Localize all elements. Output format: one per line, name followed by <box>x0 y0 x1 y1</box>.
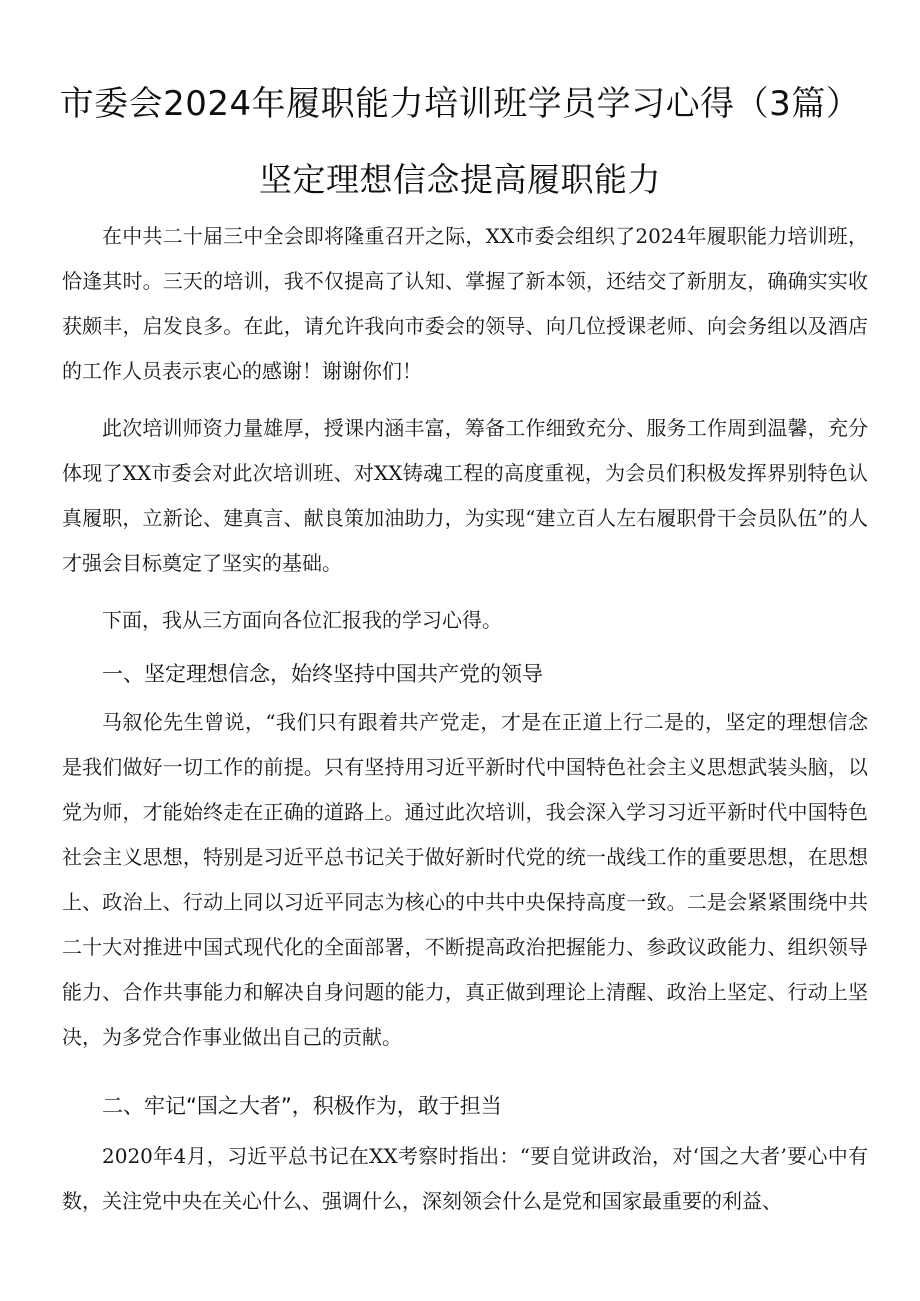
paragraph-section-1: 马叙伦先生曾说，“我们只有跟着共产党走，才是在正道上行二是的，坚定的理想信念是我们做好一切工作的前提。只有坚持用习近平新时代中国特色社会主义思想武装头脑，以党为师，才能始终走在正确的道路上。通过此次培训，我会深入学习习近平新时代中国特色社会主义思想，特别是习近平总书记关于做好新时代党的统一战线工作的重要思想，在思想上、政治上、行动上同以习近平同志为核心的中共中央保持高度一致。二是会紧紧围绕中共二十大对推进中国式现代化的全面部署，不断提高政治把握能力、参政议政能力、组织领导能力、合作共事能力和解决自身问题的能力，真正做到理论上清醒、政治上坚定、行动上坚决，为多党合作事业做出自己的贡献。 <box>62 710 868 1049</box>
section-heading-2: 二、牢记“国之大者”，积极作为，敢于担当 <box>102 1094 502 1118</box>
document-subtitle: 坚定理想信念提高履职能力 <box>259 160 661 199</box>
document-title: 市委会2024年履职能力培训班学员学习心得（3篇） <box>59 84 861 124</box>
paragraph-section-2: 2020年4月，习近平总书记在XX考察时指出：“要自觉讲政治，对‘国之大者’要心中有数，关注党中央在关心什么、强调什么，深刻领会什么是党和国家最重要的利益、 <box>62 1144 868 1213</box>
paragraph-intro: 在中共二十届三中全会即将隆重召开之际，XX市委会组织了2024年履职能力培训班，恰逢其时。三天的培训，我不仅提高了认知、掌握了新本领，还结交了新朋友，确确实实收获颇丰，启发良多。在此，请允许我向市委会的领导、向几位授课老师、向会务组以及酒店的工作人员表示衷心的感谢！谢谢你们！ <box>62 224 868 383</box>
paragraph-training-review: 此次培训师资力量雄厚，授课内涵丰富，筹备工作细致充分、服务工作周到温馨，充分体现了XX市委会对此次培训班、对XX铸魂工程的高度重视，为会员们积极发挥界别特色认真履职，立新论、建真言、献良策加油助力，为实现“建立百人左右履职骨干会员队伍”的人才强会目标奠定了坚实的基础。 <box>62 416 868 575</box>
paragraph-transition: 下面，我从三方面向各位汇报我的学习心得。 <box>102 608 502 632</box>
section-heading-1: 一、坚定理想信念，始终坚持中国共产党的领导 <box>102 662 543 686</box>
